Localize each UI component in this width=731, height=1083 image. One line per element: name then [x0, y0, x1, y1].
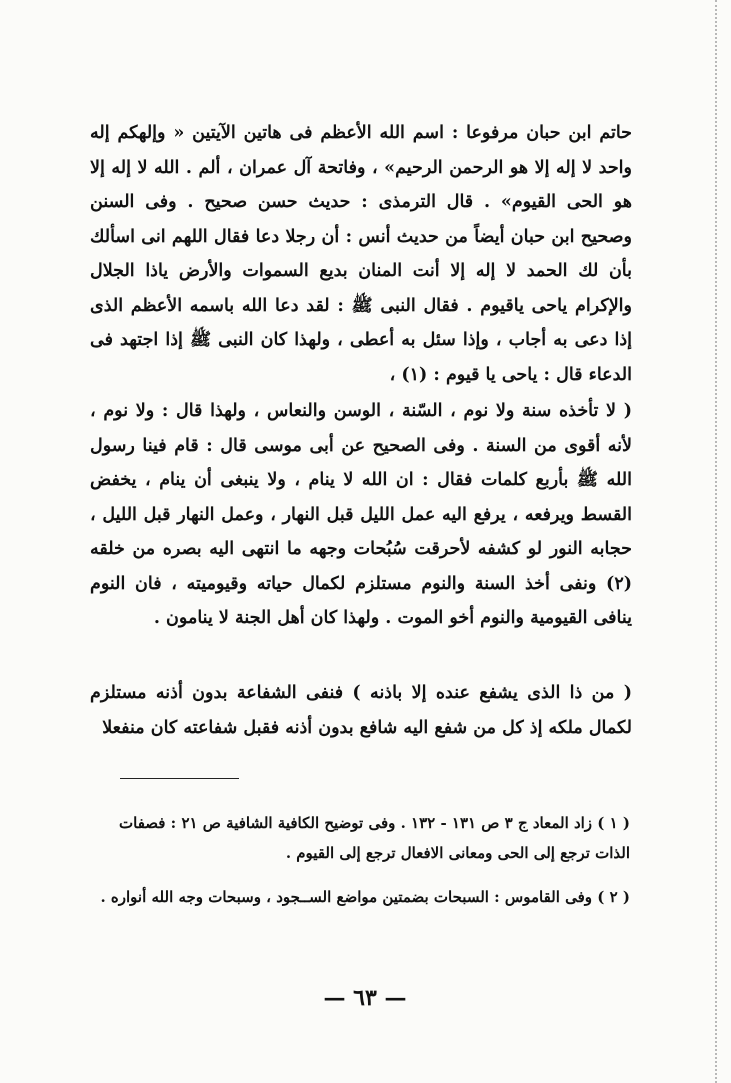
body-paragraph-1: حاتم ابن حبان مرفوعا : اسم الله الأعظم فى هاتين الآيتين « وإلهكم إله واحد لا إله إلا هو الرحمن الرحيم» ، وفاتحة آل عمران ، ألم . الله لا إله إلا هو الحى القيوم» . قال الترمذى : حديث حسن صحيح . وفى السنن وصحيح ابن حبان أيضاً من حديث أنس : أن رجلا دعا فقال اللهم انى اسألك بأن لك الحمد لا إله إلا أنت المنان بديع السموات والأرض ياذا الجلال والإكرام ياحى ياقيوم . فقال النبى ﷺ : لقد دعا الله باسمه الأعظم الذى إذا دعى به أجاب ، وإذا سئل به أعطى ، ولهذا كان النبى ﷺ إذا اجتهد فى الدعاء قال : ياحى يا قيوم : (١) ، [90, 123, 632, 385]
page-number: — ٦٣ — [323, 985, 407, 1011]
body-paragraph-3: ( من ذا الذى يشفع عنده إلا باذنه ) فنفى الشفاعة بدون أذنه مستلزم لكمال ملكه إذ كل من شفع اليه شافع بدون أذنه فقبل شفاعته كان منفعلا [90, 683, 632, 738]
footnote-1: ( ١ ) زاد المعاد ج ٣ ص ١٣١ - ١٣٢ . وفى توضيح الكافية الشافية ص ٢١ : فصفات الذات ترجع إلى الحى ومعانى الافعال ترجع إلى القيوم . [119, 814, 630, 862]
body-paragraph-2: ( لا تأخذه سنة ولا نوم ، السّنة ، الوسن والنعاس ، ولهذا قال : ولا نوم ، لأنه أقوى من السنة . وفى الصحيح عن أبى موسى قال : قام فينا رسول الله ﷺ بأربع كلمات فقال : ان الله لا ينام ، ولا ينبغى أن ينام ، يخفض القسط ويرفعه ، يرفع اليه عمل الليل قبل النهار ، وعمل النهار قبل الليل ، حجابه النور لو كشفه لأحرقت سُبُحات وجهه ما انتهى اليه بصره من خلقه (٢) ونفى أخذ السنة والنوم مستلزم لكمال حياته وقيوميته ، فان النوم ينافى القيومية والنوم أخو الموت . ولهذا كان أهل الجنة لا ينامون . [90, 401, 632, 628]
footnote-2: ( ٢ ) وفى القاموس : السبحات بضمتين مواضع الســجود ، وسبحات وجه الله أنواره . [100, 888, 630, 906]
page-binding-edge [713, 0, 717, 1083]
footnote-separator [120, 778, 239, 779]
